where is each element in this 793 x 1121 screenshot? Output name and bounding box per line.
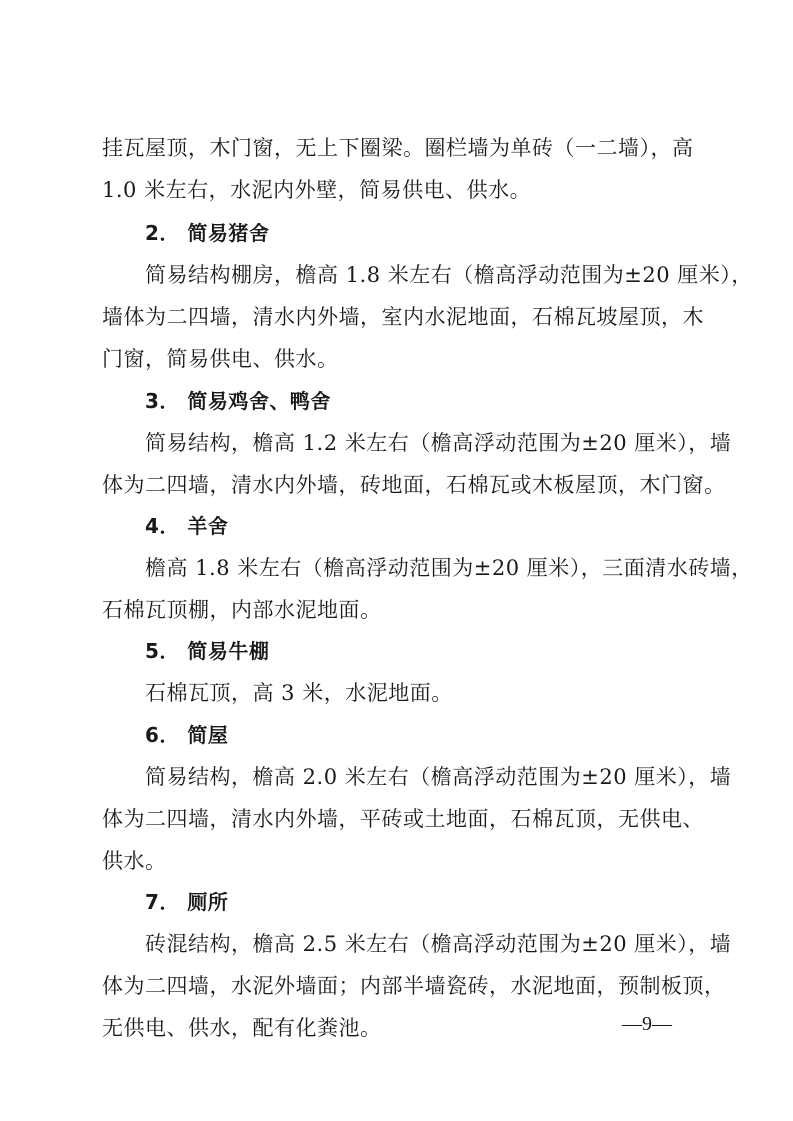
paragraph-line: 1.0 米左右，水泥内外壁，简易供电、供水。	[102, 178, 532, 202]
paragraph-line: 墙体为二四墙，清水内外墙，室内水泥地面，石棉瓦坡屋顶，木	[102, 305, 704, 329]
paragraph-line: 简易结构，檐高 1.2 米左右（檐高浮动范围为±20 厘米），墙	[145, 431, 732, 455]
paragraph-line: 简易结构，檐高 2.0 米左右（檐高浮动范围为±20 厘米），墙	[145, 765, 732, 789]
paragraph-line: 石棉瓦顶，高 3 米，水泥地面。	[145, 681, 453, 705]
section-heading: 7． 厕所	[145, 890, 229, 914]
section-heading: 6． 简屋	[145, 723, 229, 747]
paragraph-line: 石棉瓦顶棚，内部水泥地面。	[102, 598, 382, 622]
paragraph-line: 体为二四墙，清水内外墙，砖地面，石棉瓦或木板屋顶，木门窗。	[102, 473, 726, 497]
paragraph-line: 简易结构棚房，檐高 1.8 米左右（檐高浮动范围为±20 厘米），	[145, 263, 753, 287]
paragraph-line: 檐高 1.8 米左右（檐高浮动范围为±20 厘米），三面清水砖墙，	[145, 556, 753, 580]
paragraph-line: 供水。	[102, 849, 167, 873]
paragraph-line: 无供电、供水，配有化粪池。	[102, 1016, 382, 1040]
paragraph-line: 砖混结构，檐高 2.5 米左右（檐高浮动范围为±20 厘米），墙	[145, 932, 732, 956]
section-heading: 5． 简易牛棚	[145, 639, 270, 663]
section-heading: 3． 简易鸡舍、鸭舍	[145, 389, 331, 413]
page-number: —9—	[622, 1013, 672, 1035]
paragraph-line: 体为二四墙，水泥外墙面；内部半墙瓷砖，水泥地面，预制板顶，	[102, 974, 726, 998]
paragraph-line: 门窗，简易供电、供水。	[102, 347, 339, 371]
paragraph-line: 挂瓦屋顶，木门窗，无上下圈梁。圈栏墙为单砖（一二墙），高	[102, 136, 694, 160]
section-heading: 4． 羊舍	[145, 514, 229, 538]
paragraph-line: 体为二四墙，清水内外墙，平砖或土地面，石棉瓦顶，无供电、	[102, 807, 704, 831]
section-heading: 2． 简易猪舍	[145, 221, 270, 245]
